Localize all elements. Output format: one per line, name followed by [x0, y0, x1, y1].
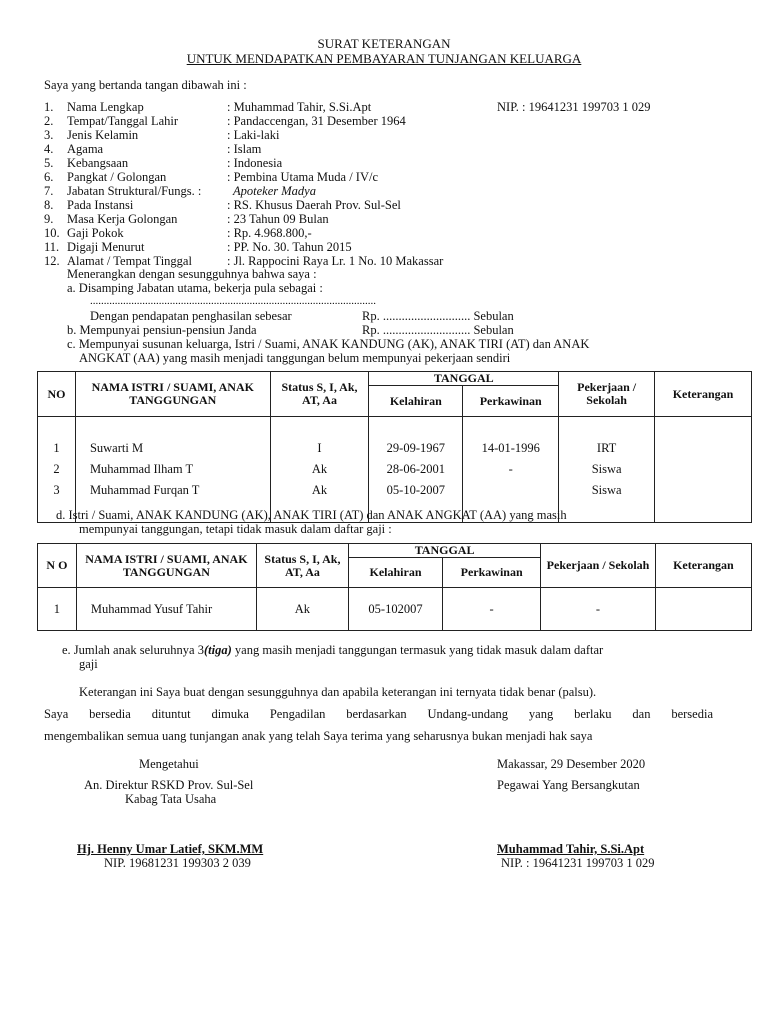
field-number: 3. — [44, 128, 54, 142]
col-status: Status S, I, Ak, AT, Aa — [270, 372, 369, 417]
field-value: : RS. Khusus Daerah Prov. Sul-Sel — [227, 198, 401, 212]
field-label: Pada Instansi — [67, 198, 134, 212]
field-value: Apoteker Madya — [233, 184, 316, 198]
field-value: : PP. No. 30. Tahun 2015 — [227, 240, 352, 254]
pensiun-amount: Rp. ............................ Sebulan — [362, 323, 514, 337]
field-number: 6. — [44, 170, 54, 184]
mengetahui-label: Mengetahui — [139, 757, 199, 771]
cell-lahir: 29-09-1967 — [369, 438, 463, 459]
col-perkawinan: Perkawinan — [463, 386, 559, 417]
cell-lahir: 28-06-2001 — [369, 459, 463, 480]
cell-kawin: - — [463, 459, 559, 480]
field-label: Jabatan Struktural/Fungs. : — [67, 184, 202, 198]
col-no: NO — [38, 372, 76, 417]
cell-lahir: 05-102007 — [348, 588, 442, 631]
family-table — [37, 371, 752, 523]
left-jabatan-2: Kabag Tata Usaha — [125, 792, 217, 806]
place-date: Makassar, 29 Desember 2020 — [497, 757, 646, 771]
field-label: Alamat / Tempat Tinggal — [67, 254, 192, 268]
field-value: : Rp. 4.968.800,- — [227, 226, 312, 240]
right-jabatan: Pegawai Yang Bersangkutan — [497, 778, 640, 792]
right-signer-name: Muhammad Tahir, S.Si.Apt — [497, 842, 645, 856]
cell-no: 3 — [38, 480, 76, 501]
cell-ket — [655, 438, 752, 459]
field-label: Gaji Pokok — [67, 226, 124, 240]
col-kelahiran: Kelahiran — [348, 558, 442, 588]
table-row — [38, 459, 752, 480]
field-number: 9. — [44, 212, 54, 226]
col-perkawinan: Perkawinan — [443, 558, 541, 588]
cell-kerja: Siswa — [559, 459, 655, 480]
field-value: : Laki-laki — [227, 128, 280, 142]
col-pekerjaan: Pekerjaan / Sekolah — [541, 544, 656, 588]
left-jabatan-1: An. Direktur RSKD Prov. Sul-Sel — [84, 778, 254, 792]
cell-no: 1 — [38, 588, 77, 631]
menerangkan-text: Menerangkan dengan sesungguhnya bahwa saya : — [67, 267, 317, 281]
cell-nama: Muhammad Ilham T — [75, 459, 270, 480]
paragraph-2: Saya bersedia dituntut dimuka Pengadilan berdasarkan Undang-undang yang berlaku dan bersedia — [44, 707, 713, 721]
col-kelahiran: Kelahiran — [369, 386, 463, 417]
item-d-line1: d. Istri / Suami, ANAK KANDUNG (AK), ANAK TIRI (AT) dan ANAK ANGKAT (AA) yang masih — [56, 508, 567, 522]
cell-ket — [655, 588, 751, 631]
non-payroll-table — [37, 543, 752, 631]
item-e-line1 — [62, 643, 603, 658]
paragraph-1: Keterangan ini Saya buat dengan sesungguhnya dan apabila keterangan ini ternyata tidak benar (palsu). — [79, 685, 597, 699]
item-e-line2: gaji — [79, 657, 98, 671]
field-number: 4. — [44, 142, 54, 156]
intro-text: Saya yang bertanda tangan dibawah ini : — [44, 78, 247, 92]
col-tanggal: TANGGAL — [369, 372, 559, 386]
field-label: Nama Lengkap — [67, 100, 144, 114]
item-b: b. Mempunyai pensiun-pensiun Janda — [67, 323, 257, 337]
field-label: Digaji Menurut — [67, 240, 145, 254]
item-a: a. Disamping Jabatan utama, bekerja pula sebagai : — [67, 281, 323, 295]
paragraph-3: mengembalikan semua uang tunjangan anak yang telah Saya terima yang seharusnya bukan menjadi hak saya — [44, 729, 593, 743]
penghasilan-amount: Rp. ............................ Sebulan — [362, 309, 514, 323]
nip-header: NIP. : 19641231 199703 1 029 — [497, 100, 651, 114]
item-e-pre: e. Jumlah anak seluruhnya 3 — [62, 643, 204, 657]
dots-line: ........................................................................................................ — [90, 295, 376, 307]
cell-status: I — [270, 438, 369, 459]
cell-nama: Suwarti M — [75, 438, 270, 459]
cell-kerja: IRT — [559, 438, 655, 459]
field-label: Masa Kerja Golongan — [67, 212, 178, 226]
cell-ket — [655, 480, 752, 501]
field-label: Tempat/Tanggal Lahir — [67, 114, 179, 128]
item-e-post: yang masih menjadi tanggungan termasuk yang tidak masuk dalam daftar — [231, 643, 604, 657]
cell-no: 2 — [38, 459, 76, 480]
field-label: Jenis Kelamin — [67, 128, 139, 142]
cell-nama: Muhammad Furqan T — [75, 480, 270, 501]
col-keterangan: Keterangan — [655, 544, 751, 588]
penghasilan-label: Dengan pendapatan penghasilan sebesar — [90, 309, 292, 323]
left-signer-nip: NIP. 19681231 199303 2 039 — [104, 856, 251, 870]
item-d-line2: mempunyai tanggungan, tetapi tidak masuk dalam daftar gaji : — [79, 522, 392, 536]
cell-ket — [655, 459, 752, 480]
item-e-bold: (tiga) — [203, 643, 232, 657]
field-number: 11. — [44, 240, 60, 254]
cell-kawin — [463, 480, 559, 501]
field-value: : Islam — [227, 142, 262, 156]
document-title: SURAT KETERANGAN — [317, 36, 451, 51]
field-value: : Jl. Rappocini Raya Lr. 1 No. 10 Makassar — [227, 254, 444, 268]
col-status: Status S, I, Ak, AT, Aa — [256, 544, 348, 588]
field-label: Kebangsaan — [67, 156, 129, 170]
field-number: 7. — [44, 184, 54, 198]
cell-status: Ak — [270, 459, 369, 480]
col-nama: NAMA ISTRI / SUAMI, ANAK TANGGUNGAN — [75, 372, 270, 417]
cell-status: Ak — [270, 480, 369, 501]
field-number: 5. — [44, 156, 54, 170]
document-subtitle: UNTUK MENDAPATKAN PEMBAYARAN TUNJANGAN KELUARGA — [186, 51, 582, 66]
field-number: 10. — [44, 226, 60, 240]
table-row — [38, 438, 752, 459]
col-no: N O — [38, 544, 77, 588]
field-number: 2. — [44, 114, 54, 128]
field-number: 1. — [44, 100, 54, 114]
cell-kawin: 14-01-1996 — [463, 438, 559, 459]
field-value: : 23 Tahun 09 Bulan — [227, 212, 329, 226]
col-pekerjaan: Pekerjaan / Sekolah — [559, 372, 655, 417]
cell-nama: Muhammad Yusuf Tahir — [76, 588, 256, 631]
cell-kawin: - — [443, 588, 541, 631]
col-nama: NAMA ISTRI / SUAMI, ANAK TANGGUNGAN — [76, 544, 256, 588]
left-signer-name: Hj. Henny Umar Latief, SKM.MM — [77, 842, 264, 856]
cell-kerja: Siswa — [559, 480, 655, 501]
cell-no: 1 — [38, 438, 76, 459]
col-tanggal: TANGGAL — [348, 544, 540, 558]
field-value: : Indonesia — [227, 156, 283, 170]
cell-kerja: - — [541, 588, 656, 631]
field-label: Pangkat / Golongan — [67, 170, 167, 184]
field-value: : Pandaccengan, 31 Desember 1964 — [227, 114, 406, 128]
field-label: Agama — [67, 142, 104, 156]
table-row — [38, 588, 752, 631]
col-keterangan: Keterangan — [655, 372, 752, 417]
item-c-line2: ANGKAT (AA) yang masih menjadi tanggungan belum mempunyai pekerjaan sendiri — [79, 351, 511, 365]
field-number: 12. — [44, 254, 60, 268]
field-value: : Muhammad Tahir, S.Si.Apt — [227, 100, 372, 114]
field-value: : Pembina Utama Muda / IV/c — [227, 170, 379, 184]
item-c-line1: c. Mempunyai susunan keluarga, Istri / Suami, ANAK KANDUNG (AK), ANAK TIRI (AT) dan ANAK — [67, 337, 590, 351]
cell-status: Ak — [256, 588, 348, 631]
cell-lahir: 05-10-2007 — [369, 480, 463, 501]
right-signer-nip: NIP. : 19641231 199703 1 029 — [501, 856, 655, 870]
field-number: 8. — [44, 198, 54, 212]
table-row — [38, 480, 752, 501]
